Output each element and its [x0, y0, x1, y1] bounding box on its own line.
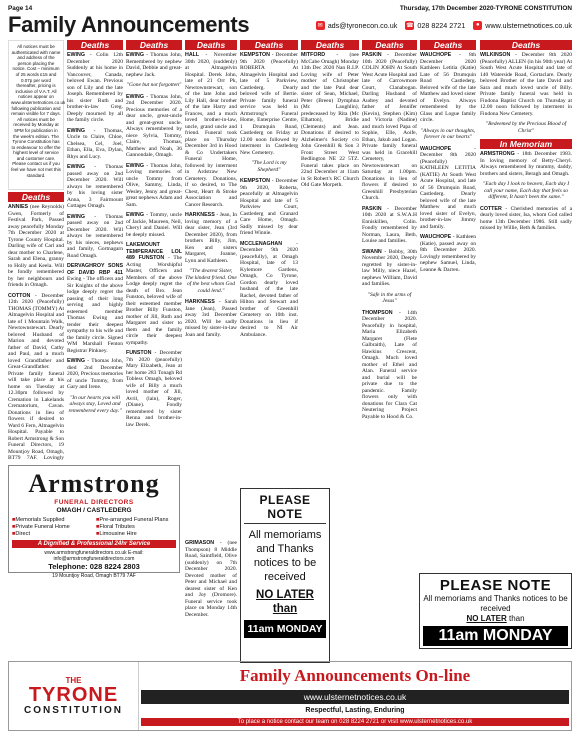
deaths-column-3 [126, 40, 182, 462]
verse: "Safe in the arms of Jesus" [367, 291, 412, 304]
column-heading: Deaths [301, 40, 359, 50]
death-notice [480, 52, 572, 117]
deceased-name: EWING [67, 127, 85, 134]
deceased-name: EWING [126, 212, 144, 218]
website-text: www.ulsternetnotices.co.uk [485, 20, 572, 30]
deaths-column-9 [480, 40, 572, 570]
section-header [8, 13, 572, 37]
memoriam-notice [480, 206, 572, 232]
notice-body: - Tommy, uncle of Jackie, Maureen, Neil, Cheryl and Daniel. Will be deeply missed. [126, 212, 182, 238]
notice-body: (nee Reynolds) Gwen, Formerly of Festival Park, Passed away peacefully Monday 7th December 2020 at Tyrone County Hospital. Darling wife of Carl and dear mother to Charlene, Sarah and Elena, granny to Holly and Keela. Will be fondly remembered by her neighbours and friends in Omagh. [8, 204, 64, 288]
banner-title: Family Announcements On-line [239, 665, 471, 685]
deceased-name: COTTER [480, 205, 502, 212]
deceased-name: WAUCHOPE [420, 234, 452, 240]
death-notice [126, 242, 182, 346]
death-notice [67, 263, 123, 354]
phone-icon: ☎ [406, 22, 414, 29]
column-heading: Deaths [8, 192, 64, 202]
online-notices-banner[interactable] [8, 661, 572, 731]
deceased-name: HARKNESS [185, 299, 215, 305]
service-item: ■ Limousine Hire [96, 531, 176, 537]
deceased-name: LAKEMOUNT TEMPERANCE LOL 489 FUNSTON [126, 242, 182, 261]
verse: "Gone but not forgotten" [126, 82, 182, 88]
email-text: ads@tyronecon.co.uk [327, 20, 398, 30]
deceased-name: ARMSTRONG [480, 151, 515, 157]
death-notice [185, 299, 237, 338]
death-notice [126, 163, 182, 209]
notice-body: - December 10th 2020 (Peacefully) COLIN JOHN At South West Acute Hospital and late of Carrowmore Court, Clanabogan. Darling Husband of Audrey and devoted father of Jennifer (Kevin), Stephen (Kim) and Victoria (Nadine) and much loved Papa of Sophie, Elle, Aoife, Ethan, Jakub and Logan. Private family funeral was held in Gracehill Cemetery, Newtownstewart on Saturday at 1.00pm. Donations in lieu of flowers if desired to Greenhill Presbyterian Church. [362, 52, 417, 201]
deceased-name: EWING [126, 93, 144, 100]
deceased-name: WAUCHOPE [420, 52, 452, 58]
deceased-name: COTTON [8, 292, 31, 299]
armstrong-funeral-advert[interactable] [8, 465, 180, 579]
logo-tyrone: TYRONE [28, 684, 119, 706]
notice-body: - Bobby, 30th November 2020, Deeply regretted by sister-in-law Milly, niece Hazel, nephews William, David and families. [362, 248, 417, 287]
page-number: Page 14 [8, 5, 33, 12]
column-heading: Deaths [480, 40, 572, 50]
deaths-column-7 [362, 40, 417, 658]
deceased-name: EWING [67, 164, 85, 170]
than-text: than [508, 614, 525, 623]
notice-body: - (nee McCabe Omagh) Monday 13th Dec 2020 Nan R.I.P. Loving wife of Peter mother of Christopher and the late Paul dear sister of Sean, Michael, Peter (Breen) Dymphna (Mc Laughlin), predeceased by Rita (Mc Elhatton), Bridie (Clements) and Jean. Donations if desired to Alzheimer's Society c/o John Greenhill & Son 3 Front Street West Bedlington NE 22 5TZ. Funeral takes place on 22nd December at 11am in St Robert's RC Church Old Gate Morpeth. [301, 52, 359, 188]
phone-contact[interactable] [405, 21, 465, 30]
notice-body: - Cherished memories of a dearly loved sister, Isa, whom God called home 13th December 1986. Still sadly missed by Willie, Beth & families. [480, 205, 572, 231]
advert-telephone: Telephone: 028 8224 2803 [48, 562, 140, 571]
please-note-heading: PLEASE NOTE [244, 493, 326, 524]
death-notice [126, 212, 182, 238]
submission-notice: All notices must be authenticated with name and address of the person placing the notice. Cost – minimum of 25 words £15 and 0.07p per word thereafter, pricing is inclusive of V.A.T. All notices appear on www.ulsternetnotices.co.uk following publication and remain visible for 7 days. All notices must be received by Monday at 5PM for publication in the week's edition. The Tyrone Constitution has to endeavour to offer the highest level of service and customer care. Please contact us if you feel we have not met this standard. [8, 40, 64, 190]
deceased-name: DERVAGHROY SONS OF DAVID RBP 411 [67, 263, 123, 276]
please-note-body: All memoriams and Thanks notices to be received [248, 529, 322, 583]
deceased-name: MCCLENAGHAN [240, 240, 283, 247]
notice-body: - December 10th 2020 at S.W.A.H Enniskillen, Colin. Fondly remembered by Norman, Laura, Beth, Louise and families. [362, 205, 417, 244]
death-notice [185, 540, 237, 618]
notice-body: - December 12th 2020 (Peacefully) THOMAS (TOMMY) At Altnagelvin Hospital and late of 1 Mountain Walk, Newtownstewart. Dearly beloved Husband of Marion and devoted father of David, Cathy and Paul, and a much loved Grandfather and Great-Grandfather. Private family funeral will take place at his home on Tuesday at 12.30pm followed by Cremation in Lakelands Crematorium, Cavan. Donations in lieu of flowers if desired to Ward 6 Fern, Altnagelvin Hospital. Payable to Robert Armstrong & Son Funeral Directors, 19 Mountjoy Road, Omagh, BT79 7AF. Lovingly [8, 292, 64, 461]
service-item: ■ Floral Tributes [96, 524, 176, 530]
column-heading: Deaths [240, 40, 298, 50]
logo-the: THE [65, 676, 82, 685]
banner-website[interactable]: www.ulsternetnotices.co.uk [141, 690, 569, 704]
deaths-column-2 [67, 40, 123, 462]
banner-tagline: Respectful, Lasting, Enduring [305, 707, 405, 715]
advert-ribbon: A Dignified & Professional 24hr Service [12, 540, 176, 548]
advert-web[interactable]: www.armstrongfuneraldirectors.co.uk E-mail: info@armstrongfuneraldirectors.com [44, 550, 144, 562]
deceased-name: HARKNESS [185, 212, 215, 218]
column-heading: Deaths [185, 40, 237, 50]
death-notice [420, 146, 476, 231]
column-heading: Deaths [420, 40, 476, 50]
please-note-heading: PLEASE NOTE [439, 577, 552, 594]
deceased-name: EWING [67, 213, 85, 220]
notice-body: - Thomas John, Remembered by nephew David, Debbie and great-nephew Jack. [126, 52, 182, 78]
death-notice [126, 94, 182, 159]
notice-body: - Thomas passed away on 2nd December 2020. Will always be remembered by his nieces, nephews and family, Gortnagarn Road Omagh. [67, 213, 123, 259]
column-heading: Deaths [126, 40, 182, 50]
page-title: Family Announcements [8, 12, 250, 37]
issue-date: Thursday, 17th December 2020-TYRONE CONSTITUTION [399, 5, 572, 12]
notice-body: - Thomas John, Loving memories of uncle Tommy from Olive, Sammy, Linda, Wesley, Jenny and great-great nephews Adam and Sam. [126, 162, 182, 208]
deceased-name: KEMPSTON [240, 52, 270, 58]
death-notice [67, 214, 123, 260]
globe-icon: ● [473, 21, 482, 30]
advert-location: OMAGH / CASTLEDERG [56, 507, 132, 514]
services-list [12, 517, 176, 537]
death-notice [420, 234, 476, 273]
email-icon: ✉ [317, 22, 323, 29]
death-notice [67, 358, 123, 391]
death-notice [185, 212, 237, 264]
deceased-name: WAUCHOPE [420, 145, 452, 152]
memoriam-notice [480, 151, 572, 177]
death-notice [362, 52, 417, 202]
notice-body: - December 9th 2020 (peacefully), at Omagh Hospital, late of 13 Kylemore Gardens, Omagh, Co Tyrone, Gordon dearly loved husband of the late Rachel, devoted father of Hilton and Stewart and brother of Greenhill Cemetery on 10th inst. Donations in lieu if desired to NI Air Ambulance. [240, 240, 298, 338]
verse: "The Lord is my Shepherd" [251, 160, 287, 173]
death-notice [126, 350, 182, 428]
notice-body: - Thomas passed away on 2nd December 2020. Will always be remembered by his loving sister Anna, 3 Fairmount Cottages Omagh. [67, 164, 123, 209]
notice-body: - Jean, In loving memory of a dear sister, Jean (3rd December 2020), from brothers Billy, Jim, Ken and sisters Margaret, Joanne, Lynn and Kathleen. [185, 212, 237, 264]
please-note-small [240, 488, 330, 663]
verse: "Redeemed by the Precious Blood of Christ" [485, 121, 567, 134]
death-notice [420, 52, 476, 124]
deceased-name: THOMPSON [362, 309, 393, 316]
verse: "In our hearts you will always stay, Loved and remembered every day." [68, 394, 122, 414]
notice-body: - 8th December 2020 Kathleen Letitia (Katie) Late of 56 Drumquin Road Castlederg. Beloved wife of the late Matthew and loved sister of Evelyn. Always remembered by the Glass and Logue family circle. [420, 52, 476, 123]
service-item: ■ Pre-arranged Funeral Plans [96, 517, 176, 523]
deceased-name: ANNIES [8, 204, 29, 210]
advert-subtitle: FUNERAL DIRECTORS [54, 499, 134, 506]
death-notice [301, 52, 359, 189]
notice-body: - Thomas John, 2nd December 2020. Precious memories of a dear uncle, great-uncle and great-great uncle. Always remembered by niece Sylvia, Tommy, Claire, Thomas, Matthew and Noah, 36 Gannondale, Omagh. [126, 93, 182, 158]
death-notice [240, 178, 298, 237]
column-heading: Deaths [67, 40, 123, 50]
notice-body: - November 30th 2020, (suddenly) at Altnagelvin Hospital. Derek John, late of 21 Orr Pk, Newtownstewart, son of the late John and Lily Hall, dear brother of the late Harry and Frances, and a much loved brother-in-law, uncle, grand uncle and friend. Funeral took place on Thursday December 3rd in Hood & Co Undertakers Funeral Home, followed by interment in Ardstraw New Cemetery. Donations, if so desired, to The Chest, Heart & Stroke Association and Cancer Research. [185, 52, 237, 208]
column-heading: Deaths [362, 40, 417, 50]
banner-content [139, 662, 571, 730]
tyrone-constitution-logo [9, 662, 139, 730]
notice-body: - Thomas John, died 2nd December 2020, Precious memories of uncle Tommy, from Gary and Irene. [67, 358, 123, 390]
deceased-name: HALL [185, 52, 200, 58]
notice-body: - December 8th 2020 (Peacefully) KATHLEEN LETITIA (KATIE) At South West Acute Hospital, and late of 56 Drumquin Road, Castlederg. Dearly beloved wife of the late Matthew and much loved sister of Evelyn, brother-in-law Jimmy and family. [420, 145, 476, 230]
please-note-large [419, 573, 572, 649]
deadline-banner: 11am MONDAY [244, 620, 326, 638]
deceased-name: KEMPSTON [240, 178, 270, 184]
deceased-name: EWING [126, 162, 144, 169]
notice-body: - The Acting Worshipful Master, Officers and Members of the above Lodge deeply regret the death of Bro. Jean Funston, beloved wife of their esteemed member Brother Billy Funston, mother of Jill, Ruth and Margaret and sister to them and the family circle their deepest sympathy. [126, 255, 182, 346]
logo-constitution: CONSTITUTION [24, 705, 123, 716]
in-memoriam-heading: In Memoriam [480, 139, 572, 149]
deceased-name: MITFORD [301, 52, 326, 58]
contact-strip [316, 21, 572, 30]
deadline-banner: 11am MONDAY [423, 626, 568, 646]
notice-body: - 18th December 1983. In loving memory of Betty-Cheryl. Always remembered by mummy, daddy, brothers and sisters, Beragh and Omagh. [480, 151, 572, 177]
death-notice [67, 52, 123, 124]
notice-body: - Colin 12th December 2020 Suddenly at his home in Vancouver, Canada, beloved Ewan. Previous son of Lily and the late Joseph. Remembered by his sister Ruth and brother-in-law Greg. Deeply mourned by all the family circle. [67, 52, 123, 123]
notice-body: Ewing - The officers and Sir Knights of the above lodge deeply regret the passing of their long serving and highly esteemed member Thomas Ewing and tender their deepest sympathy to his wife and the family circle. Signed WM Marshall Fenton Registrar Pinkney. [67, 276, 123, 354]
notice-body: - Thomas, Uncle to Claire, Chloe, Chelsea, Cel, Joel, Ethan, Ella, Eva, Dylan, Rhys and Lucy. [67, 127, 123, 160]
deaths-column-4 [185, 40, 237, 537]
death-notice [67, 164, 123, 210]
banner-contact: To place a notice contact our team on 028 8224 2721 or visit www.ulsternetnotices.co.uk [141, 718, 569, 726]
death-notice [240, 241, 298, 339]
deceased-name: PASKIN [362, 205, 382, 212]
notice-body: - (nee Thompson) 8 Middle Road, Saintfield, Olive (suddenly) on 7th December 2020. Devoted mother of Peter and Michael and dearest sister of Ken and Joy (Dromore). Funeral service took place on Monday 14th December. [185, 540, 237, 618]
phone-text: 028 8224 2721 [417, 20, 466, 30]
notice-body: - Kathleen (Katie), passed away on 8th December 2020. Lovingly remembered by nephew Samuel, Linda, Leanne & Darren. [420, 234, 476, 273]
no-later-text: NO LATER [466, 614, 507, 623]
deaths-column-5 [240, 40, 298, 485]
service-item: ■ Private Funeral Home [12, 524, 92, 530]
death-notice [185, 52, 237, 208]
death-notice [362, 249, 417, 288]
advert-address: 19 Mountjoy Road, Omagh BT79 7AF [52, 573, 136, 579]
notice-body: - December 8th 2020 (Peacefully) ALLEN (in his 90th year) At South West Acute Hospital and late of 140 Waterside Road, Gortaclare. Dearly beloved Brother of the late David and Sara and much loved uncle of Billy. Private family funeral was held in Findona Baptist Church on Thursday at 12.00 noon followed by interment in Findona New Cemetery. [480, 52, 572, 117]
verse: "Always in our thoughts, forever in our hearts" [420, 127, 476, 140]
deceased-name: EWING [67, 52, 85, 58]
death-notice [67, 128, 123, 161]
please-note-body: All memoriams and Thanks notices to be received [423, 594, 568, 613]
no-later-text: NO LATER than [256, 589, 314, 615]
verse: "Each day I look to heaven, Each day I call your name, Each day that feels so different, It hasn't been the same." [482, 181, 570, 200]
email-contact[interactable] [316, 21, 398, 30]
service-item: ■ Direct [12, 531, 92, 537]
website-contact[interactable] [473, 21, 572, 30]
deaths-column-1 [8, 192, 64, 462]
death-notice [8, 204, 64, 289]
death-notice [240, 52, 298, 156]
death-notice [8, 293, 64, 463]
deaths-column-8 [420, 40, 476, 570]
deceased-name: EWING [67, 358, 85, 364]
deceased-name: EWING [126, 52, 144, 58]
notice-body: - December 7th 2020 (peacefully) Mary Elizabeth, Jean at her home 283 Tonagh Rd Tobless Omagh, beloved wife of Billy a much loved mother of Jill, Avril, (lain), Roger, (Diane). Fondly remembered by sister Renna and brother-in-law Derek. [126, 350, 182, 428]
deceased-name: PASKIN [362, 52, 382, 58]
deceased-name: FUNSTON [126, 350, 152, 356]
death-notice [362, 310, 417, 421]
death-notice [362, 206, 417, 245]
notice-body: - December 9th 2020, Roberta, peacefully at Altnagelvin Hospital and late of 5 Parkview Court, Castlederg and Granard Care Home, Omagh. Sadly missed by dear friend Winnie. [240, 178, 298, 236]
deceased-name: SWANN [362, 248, 382, 255]
notice-body: - 14th December 2020. Peacefully in hospital, Maria Elizabeth Margaret (Flete Galbraith), Late of Hawkins Crescent, Omagh. Much loved mother of Ethel and Alan. Funeral service and burial will be private due to the pandemic. Family flowers only with donations for Clara Cat Neutering Project Payable to Hood & Co. [362, 309, 417, 420]
advert-title: Armstrong [28, 469, 160, 498]
deceased-name: WILKINSON [480, 52, 511, 58]
deaths-column-3-lower [185, 540, 237, 658]
death-notice [126, 52, 182, 78]
service-item: ■ Memorials Supplied [12, 517, 92, 523]
verse: "The dearest Sister, The kindest friend. One of the best whom God could lend." [185, 268, 237, 294]
notice-body: - Sarah Jane (Jean), Passed away 3rd December 2020. Will be sadly missed by sister-in-law Joan and family. [185, 299, 237, 338]
notice-body: - December 9th 2020 (Peacefully) ROBERTA At Altnagelvin Hospital and late of 5 Parkview, Castlederg. Dearly beloved wife of Bertie. Private family funeral service was held in Armstrong's Funeral Home, Enterprise Centre, 1 Drumquin Road, Castlederg on Friday at 12.00 noon followed by interment in Castlederg New Cemetery. [240, 52, 298, 156]
deceased-name: GRIMASON [185, 540, 215, 546]
